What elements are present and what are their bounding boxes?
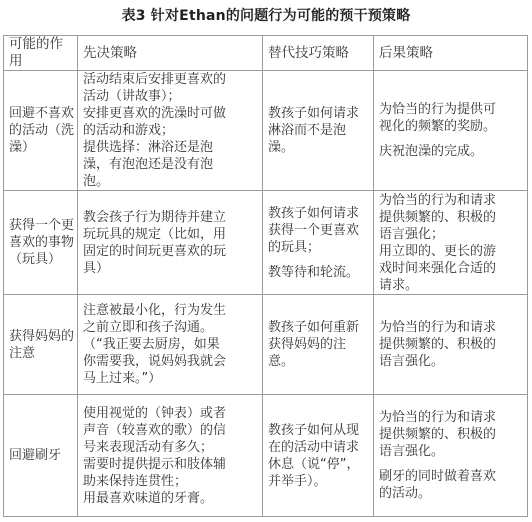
cell-antecedent: 活动结束后安排更喜欢的 活动（讲故事）； 安排更喜欢的洗澡时可做 的活动和游戏； 提供选择：淋浴还是泡 澡，有泡泡还是没有泡 泡。: [78, 71, 263, 191]
cell-function: 获得一个更 喜欢的事物 （玩具）: [4, 191, 78, 295]
header-antecedent: 先决策略: [78, 36, 263, 71]
cell-function: 回避刷牙: [4, 395, 78, 517]
cell-consequence: 为恰当的行为和请求 提供频繁的、积极的 语言强化。 刷牙的同时做着喜欢 的活动。: [374, 395, 528, 517]
strategy-table: [3, 35, 528, 517]
paragraph-gap: [379, 460, 524, 468]
cell-consequence: 为恰当的行为和请求 提供频繁的、积极的 语言强化； 用立即的、更长的游 戏时间来强化合适的 请求。: [374, 191, 528, 295]
cell-consequence: 为恰当的行为提供可 视化的频繁的奖励。 庆祝泡澡的完成。: [374, 71, 528, 191]
cell-alternative: 教孩子如何请求 获得一个更喜欢 的玩具； 教等待和轮流。: [263, 191, 374, 295]
cell-antecedent: 教会孩子行为期待并建立 玩玩具的规定（比如，用 固定的时间玩更喜欢的玩 具）: [78, 191, 263, 295]
table-row: [4, 295, 528, 395]
cell-alternative: 教孩子如何从现 在的活动中请求 休息（说“停”， 并举手）。: [263, 395, 374, 517]
cell-antecedent: 注意被最小化，行为发生 之前立即和孩子沟通。 （“我正要去厨房，如果 你需要我，说妈妈我就会 马上过来。”）: [78, 295, 263, 395]
paragraph-gap: [268, 256, 370, 264]
table-row: [4, 71, 528, 191]
cell-antecedent: 使用视觉的（钟表）或者 声音（较喜欢的歌）的信 号来表现活动有多久； 需要时提供提示和肢体辅 助来保持连贯性； 用最喜欢味道的牙膏。: [78, 395, 263, 517]
header-alternative: 替代技巧策略: [263, 36, 374, 71]
cell-function: 回避不喜欢 的活动（洗 澡）: [4, 71, 78, 191]
cell-alternative: 教孩子如何重新 获得妈妈的注 意。: [263, 295, 374, 395]
table-row: [4, 191, 528, 295]
header-function: 可能的作用: [4, 36, 78, 71]
cell-alternative: 教孩子如何请求 淋浴而不是泡 澡。: [263, 71, 374, 191]
table-title: 表3 针对Ethan的问题行为可能的预干预策略: [121, 8, 411, 24]
header-row: [4, 36, 528, 71]
cell-consequence: 为恰当的行为和请求 提供频繁的、积极的 语言强化。: [374, 295, 528, 395]
cell-function: 获得妈妈的 注意: [4, 295, 78, 395]
paragraph-gap: [379, 135, 524, 143]
table-row: [4, 395, 528, 517]
header-consequence: 后果策略: [374, 36, 528, 71]
